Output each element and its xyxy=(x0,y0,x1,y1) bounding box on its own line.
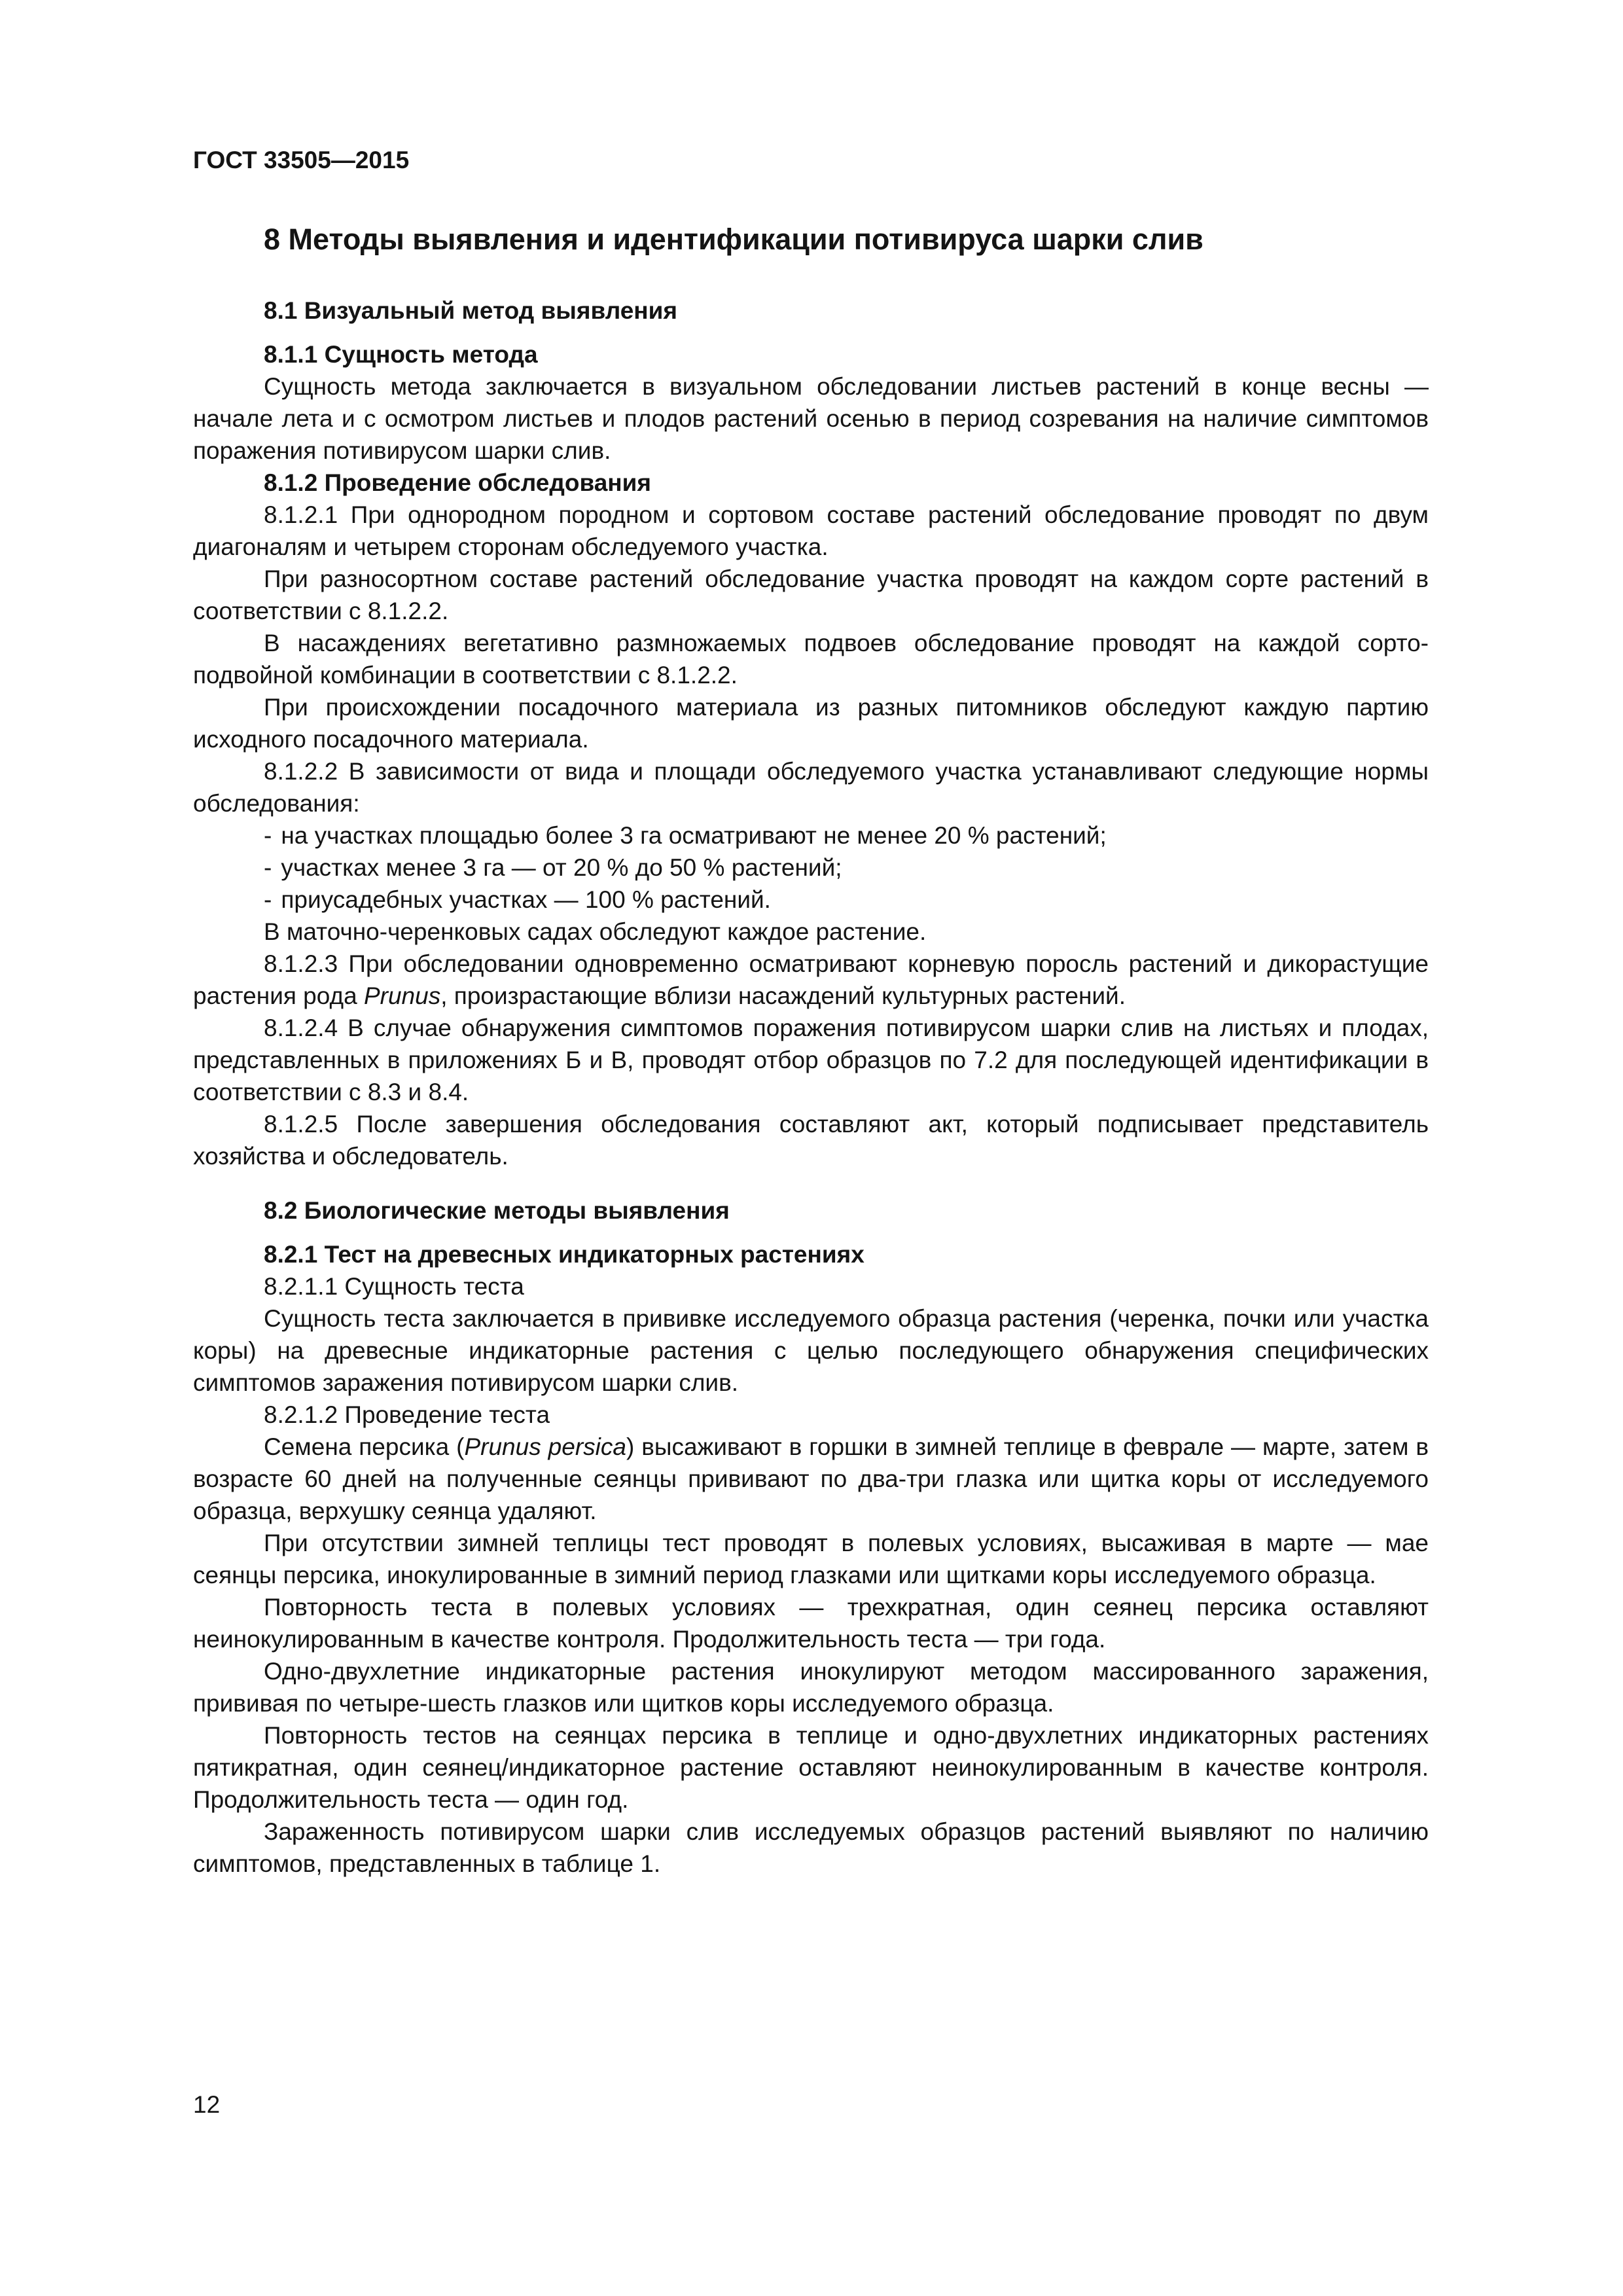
subsection-heading: 8.2.1.2 Проведение теста xyxy=(264,1401,550,1428)
paragraph: Семена персика (Prunus persica) высаживают в горшки в зимней теплице в феврале — марте, затем в возрасте 60 дней на полученные сеянцы прививают по два-три глазка или щитка коры от исследуемого образца, верхушку сеянца удаляют. xyxy=(193,1433,1429,1524)
dash-marker: - xyxy=(264,886,272,913)
section-8-1-2-title: 8.1.2 Проведение обследования xyxy=(264,469,651,496)
paragraph: При отсутствии зимней теплицы тест проводят в полевых условиях, высаживая в марте — мае сеянцы персика, инокулированные в зимний период глазками или щитками коры исследуемого образца. xyxy=(193,1530,1429,1588)
paragraph: Зараженность потивирусом шарки слив исследуемых образцов растений выявляют по наличию симптомов, представленных в таблице 1. xyxy=(193,1818,1429,1877)
section-8-2-title: 8.2 Биологические методы выявления xyxy=(264,1197,730,1224)
paragraph: При разносортном составе растений обследование участка проводят на каждом сорте растений в соответствии с 8.1.2.2. xyxy=(193,565,1429,624)
paragraph: Сущность метода заключается в визуальном обследовании листьев растений в конце весны — начале лета и с осмотром листьев и плодов растений осенью в период созревания на наличие симптомов поражения потивирусом шарки слив. xyxy=(193,373,1429,464)
paragraph: 8.1.2.2 В зависимости от вида и площади обследуемого участка устанавливают следующие нормы обследования: xyxy=(193,758,1429,817)
paragraph: В насаждениях вегетативно размножаемых подвоев обследование проводят на каждой сорто-подвойной комбинации в соответствии с 8.1.2.2. xyxy=(193,630,1429,689)
document-body xyxy=(193,221,1429,1880)
dash-marker: - xyxy=(264,854,272,881)
section-8-title: 8 Методы выявления и идентификации потивируса шарки слив xyxy=(264,223,1204,256)
paragraph: Повторность теста в полевых условиях — трехкратная, один сеянец персика оставляют неинокулированным в качестве контроля. Продолжительность теста — три года. xyxy=(193,1594,1429,1653)
paragraph: Сущность теста заключается в прививке исследуемого образца растения (черенка, почки или участка коры) на древесные индикаторные растения с целью последующего обнаружения специфических симптомов заражения потивирусом шарки слив. xyxy=(193,1305,1429,1396)
paragraph: Одно-двухлетние индикаторные растения инокулируют методом массированного заражения, прививая по четыре-шесть глазков или щитков коры исследуемого образца. xyxy=(193,1658,1429,1717)
section-8-1-1-title: 8.1.1 Сущность метода xyxy=(264,341,538,368)
page-number: 12 xyxy=(193,2091,221,2118)
paragraph: 8.1.2.5 После завершения обследования составляют акт, который подписывает представитель хозяйства и обследователь. xyxy=(193,1111,1429,1170)
subsection-heading: 8.2.1.1 Сущность теста xyxy=(264,1273,524,1300)
dash-marker: - xyxy=(264,822,272,849)
list-item: - приусадебных участках — 100 % растений. xyxy=(264,886,771,913)
inspection-norms-list xyxy=(193,819,1429,916)
paragraph: Повторность тестов на сеянцах персика в теплице и одно-двухлетних индикаторных растениях пятикратная, один сеянец/индикаторное растение оставляют неинокулированным в качестве контроля. Продолжительность теста — один год. xyxy=(193,1722,1429,1813)
list-item: - на участках площадью более 3 га осматривают не менее 20 % растений; xyxy=(264,822,1107,849)
list-item: - участках менее 3 га — от 20 % до 50 % растений; xyxy=(264,854,842,881)
paragraph: При происхождении посадочного материала из разных питомников обследуют каждую партию исходного посадочного материала. xyxy=(193,694,1429,753)
section-8-2-1-title: 8.2.1 Тест на древесных индикаторных растениях xyxy=(264,1241,865,1268)
document-code: ГОСТ 33505—2015 xyxy=(193,147,410,173)
section-8-1-title: 8.1 Визуальный метод выявления xyxy=(264,297,677,324)
latin-name: Prunus persica xyxy=(464,1433,626,1460)
paragraph: 8.1.2.1 При однородном породном и сортовом составе растений обследование проводят по двум диагоналям и четырем сторонам обследуемого участка. xyxy=(193,501,1429,560)
latin-name: Prunus xyxy=(363,982,441,1009)
paragraph: В маточно-черенковых садах обследуют каждое растение. xyxy=(264,918,927,945)
paragraph: 8.1.2.3 При обследовании одновременно осматривают корневую поросль растений и дикорастущие растения рода Prunus, произрастающие вблизи насаждений культурных растений. xyxy=(193,950,1429,1009)
paragraph: 8.1.2.4 В случае обнаружения симптомов поражения потивирусом шарки слив на листьях и плодах, представленных в приложениях Б и В, проводят отбор образцов по 7.2 для последующей идентификации в соответствии с 8.3 и 8.4. xyxy=(193,1014,1429,1105)
